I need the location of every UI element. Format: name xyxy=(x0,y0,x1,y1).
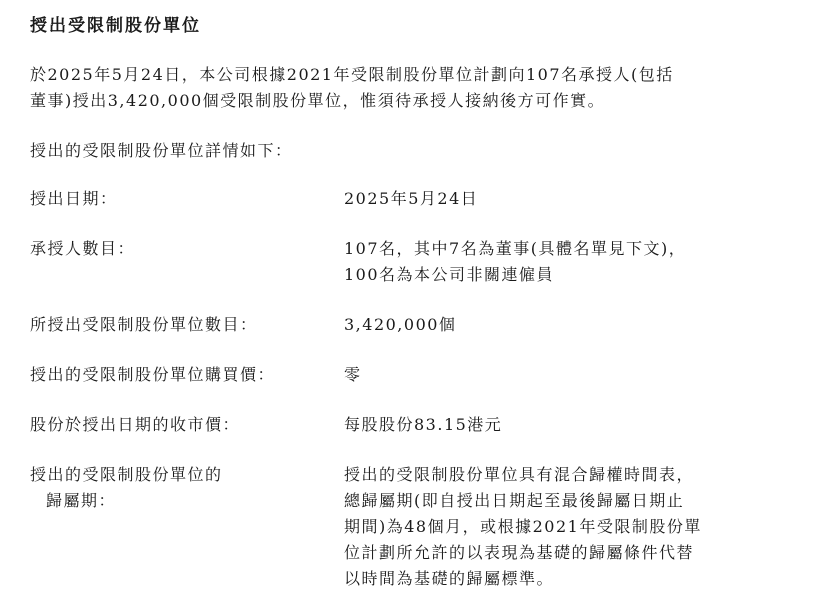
label-line: 授出日期： xyxy=(30,189,118,208)
detail-value xyxy=(344,236,810,288)
value-line: 授出的受限制股份單位具有混合歸權時間表， xyxy=(344,465,695,484)
details-intro: 授出的受限制股份單位詳情如下： xyxy=(30,141,293,160)
detail-label xyxy=(30,186,344,212)
detail-label xyxy=(30,412,344,438)
detail-value xyxy=(344,312,810,338)
value-line: 總歸屬期(即自授出日期起至最後歸屬日期止 xyxy=(344,491,685,510)
detail-row-purchase-price xyxy=(30,362,810,388)
value-line: 期間)為48個月，或根據2021年受限制股份單 xyxy=(344,517,702,536)
detail-value xyxy=(344,462,810,592)
label-line: 歸屬期： xyxy=(46,491,117,510)
value-line: 以時間為基礎的歸屬標準。 xyxy=(344,569,555,588)
value-line: 107名，其中7名為董事(具體名單見下文)， xyxy=(344,239,687,258)
section-heading: 授出受限制股份單位 xyxy=(30,16,201,36)
detail-row-closing-price xyxy=(30,412,810,438)
value-line: 位計劃所允許的以表現為基礎的歸屬條件代替 xyxy=(344,543,695,562)
detail-value xyxy=(344,362,810,388)
value-line: 每股股份83.15港元 xyxy=(344,415,503,434)
intro-paragraph xyxy=(30,62,810,114)
intro-line-2: 董事)授出3,420,000個受限制股份單位，惟須待承授人接納後方可作實。 xyxy=(30,91,606,110)
label-line: 授出的受限制股份單位購買價： xyxy=(30,365,276,384)
detail-row-grant-date xyxy=(30,186,810,212)
detail-label xyxy=(30,312,344,338)
label-line: 股份於授出日期的收市價： xyxy=(30,415,241,434)
value-line: 零 xyxy=(344,365,362,384)
detail-value xyxy=(344,186,810,212)
intro-line-1: 於2025年5月24日，本公司根據2021年受限制股份單位計劃向107名承授人(包括 xyxy=(30,65,674,84)
details-table xyxy=(30,186,810,592)
detail-label xyxy=(30,236,344,288)
detail-row-units-granted xyxy=(30,312,810,338)
detail-label xyxy=(30,462,344,592)
label-line: 授出的受限制股份單位的 xyxy=(30,465,223,484)
value-line: 100名為本公司非關連僱員 xyxy=(344,265,555,284)
detail-row-vesting-period xyxy=(30,462,810,592)
detail-row-grantees xyxy=(30,236,810,288)
value-line: 3,420,000個 xyxy=(344,315,457,334)
label-line: 所授出受限制股份單位數目： xyxy=(30,315,258,334)
document-page xyxy=(30,14,810,616)
value-line: 2025年5月24日 xyxy=(344,189,479,208)
label-line: 承授人數目： xyxy=(30,239,136,258)
detail-value xyxy=(344,412,810,438)
detail-label xyxy=(30,362,344,388)
